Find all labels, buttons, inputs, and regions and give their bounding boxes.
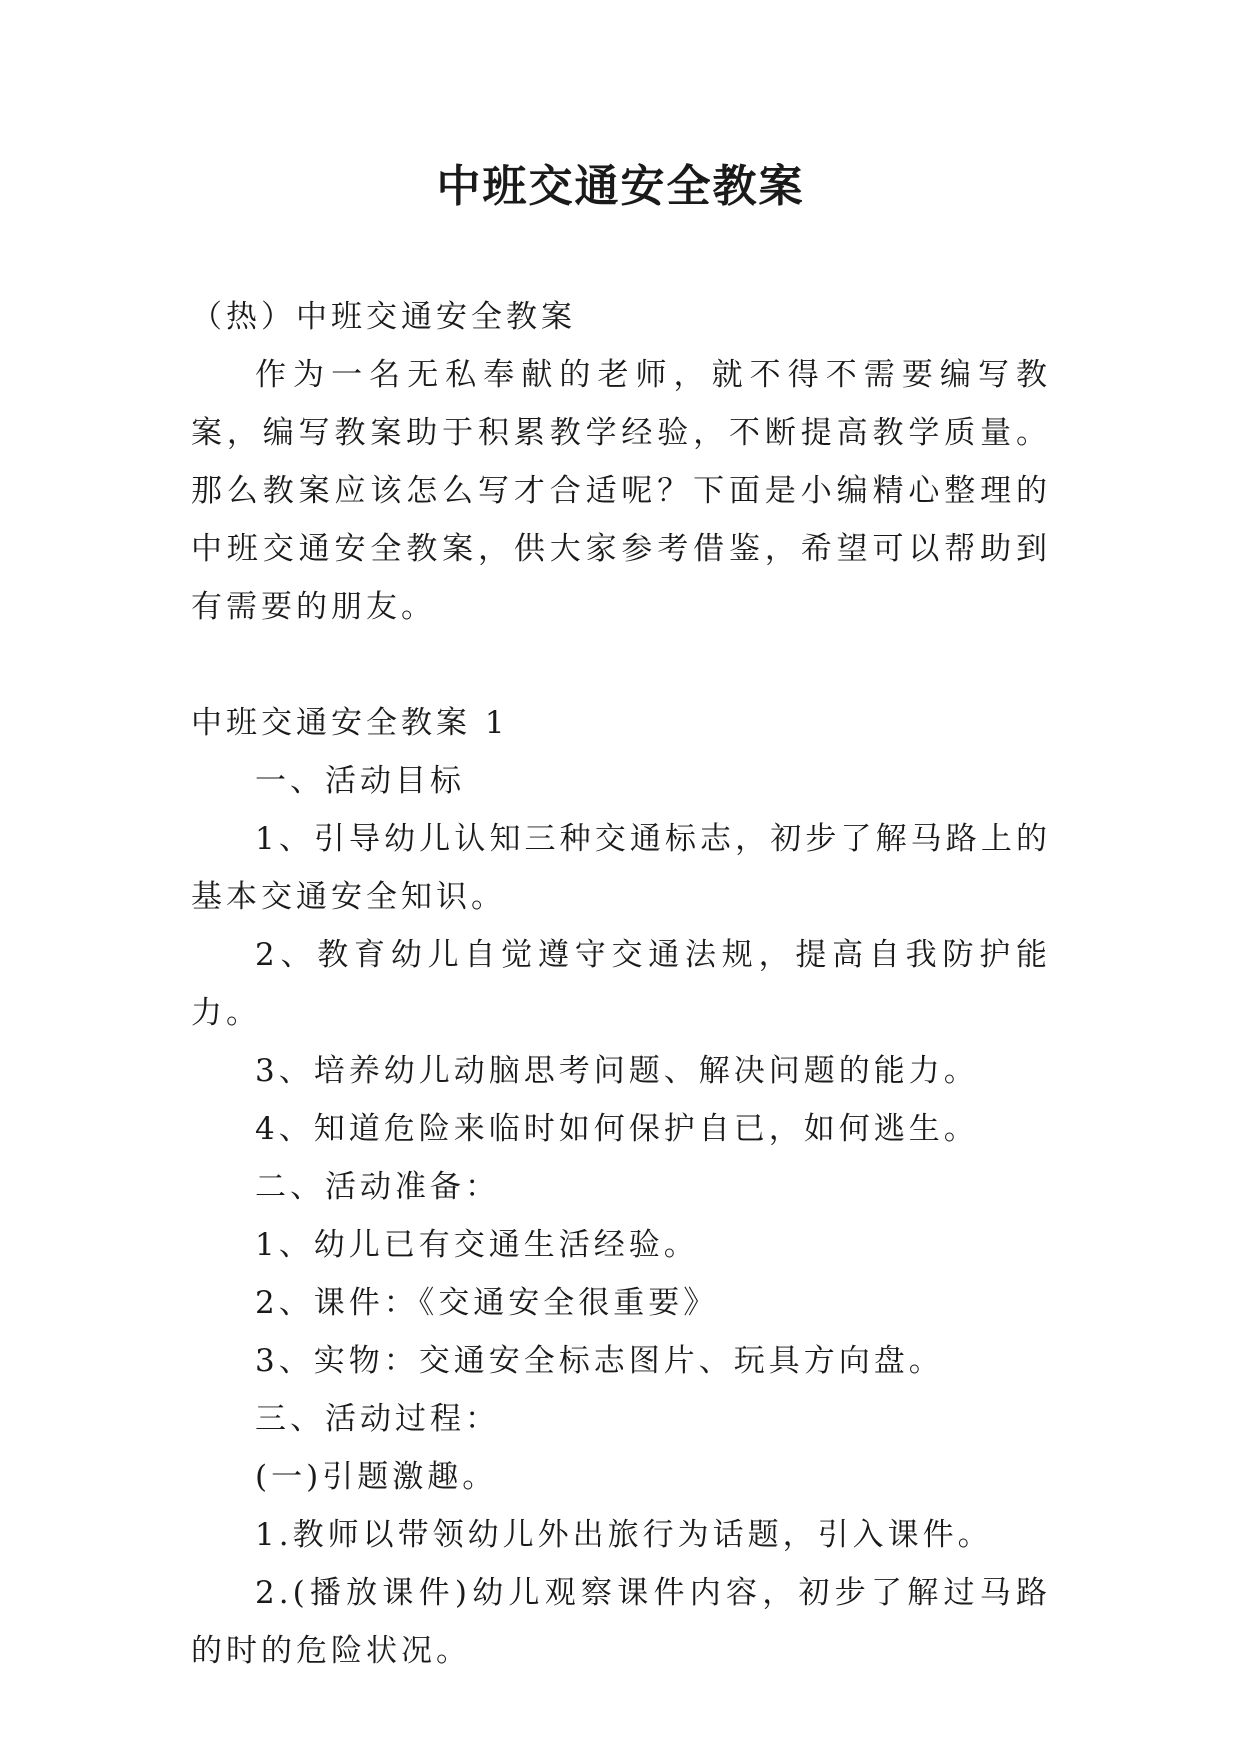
goals-heading: 一、活动目标 xyxy=(255,763,465,799)
prep-item: 2、课件：《交通安全很重要》 xyxy=(255,1285,719,1321)
subtitle: （热）中班交通安全教案 xyxy=(191,299,576,335)
prep-item: 1、幼儿已有交通生活经验。 xyxy=(255,1227,699,1263)
process-subheading: (一)引题激趣。 xyxy=(255,1459,498,1495)
process-heading: 三、活动过程： xyxy=(255,1401,500,1437)
goal-item: 4、知道危险来临时如何保护自已，如何逃生。 xyxy=(255,1111,979,1147)
spacer xyxy=(191,636,1051,694)
process-item: 2.(播放课件)幼儿观察课件内容，初步了解过马路的时的危险状况。 xyxy=(191,1575,1051,1669)
intro-paragraph: 作为一名无私奉献的老师，就不得不需要编写教案，编写教案助于积累教学经验，不断提高教学质量。那么教案应该怎么写才合适呢？下面是小编精心整理的中班交通安全教案，供大家参考借鉴，希望可以帮助到有需要的朋友。 xyxy=(191,357,1051,625)
goal-item: 2、教育幼儿自觉遵守交通法规，提高自我防护能力。 xyxy=(191,937,1051,1031)
goal-item: 1、引导幼儿认知三种交通标志，初步了解马路上的基本交通安全知识。 xyxy=(191,821,1051,915)
document-title: 中班交通安全教案 xyxy=(436,161,805,212)
goal-item: 3、培养幼儿动脑思考问题、解决问题的能力。 xyxy=(255,1053,979,1089)
process-item: 1.教师以带领幼儿外出旅行为话题，引入课件。 xyxy=(255,1517,993,1553)
prep-item: 3、实物：交通安全标志图片、玩具方向盘。 xyxy=(255,1343,944,1379)
document-body xyxy=(191,288,1051,1680)
prep-heading: 二、活动准备： xyxy=(255,1169,500,1205)
section-heading: 中班交通安全教案 1 xyxy=(191,705,509,741)
